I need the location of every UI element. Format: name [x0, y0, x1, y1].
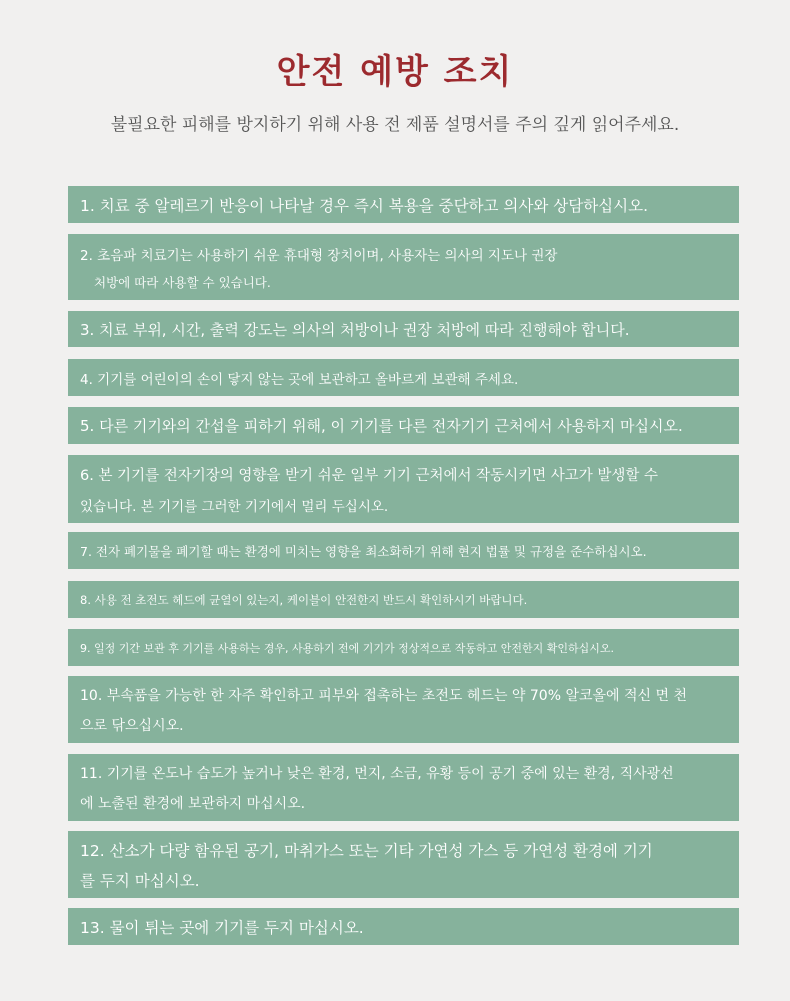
precaution-item-11 — [68, 754, 739, 821]
precaution-text: 10. 부속품을 가능한 한 자주 확인하고 피부와 접촉하는 초전도 헤드는 약 70% 알코올에 적신 면 천 — [80, 687, 687, 704]
precaution-item-12 — [68, 831, 739, 898]
precaution-text: 5. 다른 기기와의 간섭을 피하기 위해, 이 기기를 다른 전자기기 근처에서 사용하지 마십시오. — [80, 417, 683, 435]
precaution-text: 13. 물이 튀는 곳에 기기를 두지 마십시오. — [80, 918, 364, 937]
page-title: 안전 예방 조치 — [276, 52, 514, 92]
precaution-item-6 — [68, 455, 739, 523]
page-subtitle: 불필요한 피해를 방지하기 위해 사용 전 제품 설명서를 주의 깊게 읽어주세요. — [110, 115, 680, 135]
precaution-item-1 — [68, 186, 739, 223]
precaution-text: 1. 치료 중 알레르기 반응이 나타날 경우 즉시 복용을 중단하고 의사와 상담하십시오. — [80, 196, 649, 215]
precaution-text: 처방에 따라 사용할 수 있습니다. — [94, 274, 271, 290]
precaution-item-9 — [68, 629, 739, 666]
precaution-text: 8. 사용 전 초전도 헤드에 균열이 있는지, 케이블이 안전한지 반드시 확인하시기 바랍니다. — [80, 592, 528, 607]
precaution-text: 6. 본 기기를 전자기장의 영향을 받기 쉬운 일부 기기 근처에서 작동시키면 사고가 발생할 수 — [80, 467, 659, 484]
precaution-text: 3. 치료 부위, 시간, 출력 강도는 의사의 처방이나 권장 처방에 따라 진행해야 합니다. — [80, 320, 630, 339]
precaution-item-4 — [68, 359, 739, 396]
precaution-item-8 — [68, 581, 739, 618]
precaution-item-2 — [68, 234, 739, 300]
precaution-item-7 — [68, 532, 739, 569]
precaution-text: 11. 기기를 온도나 습도가 높거나 낮은 환경, 먼지, 소금, 유황 등이 공기 중에 있는 환경, 직사광선 — [80, 765, 674, 782]
precaution-item-3 — [68, 311, 739, 347]
precaution-item-10 — [68, 676, 739, 743]
precaution-text: 9. 일정 기간 보관 후 기기를 사용하는 경우, 사용하기 전에 기기가 정상적으로 작동하고 안전한지 확인하십시오. — [80, 641, 614, 655]
precaution-text: 으로 닦으십시오. — [80, 717, 184, 734]
precaution-text: 를 두지 마십시오. — [80, 871, 200, 890]
precaution-item-5 — [68, 407, 739, 444]
precaution-text: 2. 초음파 치료기는 사용하기 쉬운 휴대형 장치이며, 사용자는 의사의 지도나 권장 — [80, 247, 558, 264]
precaution-text: 있습니다. 본 기기를 그러한 기기에서 멀리 두십시오. — [80, 498, 389, 515]
precaution-text: 4. 기기를 어린이의 손이 닿지 않는 곳에 보관하고 올바르게 보관해 주세요. — [80, 371, 519, 388]
precaution-text: 7. 전자 폐기물을 폐기할 때는 환경에 미치는 영향을 최소화하기 위해 현지 법률 및 규정을 준수하십시오. — [80, 543, 647, 559]
precaution-text: 12. 산소가 다량 함유된 공기, 마취가스 또는 기타 가연성 가스 등 가연성 환경에 기기 — [80, 841, 653, 860]
precaution-text: 에 노출된 환경에 보관하지 마십시오. — [80, 795, 306, 812]
precaution-item-13 — [68, 908, 739, 945]
